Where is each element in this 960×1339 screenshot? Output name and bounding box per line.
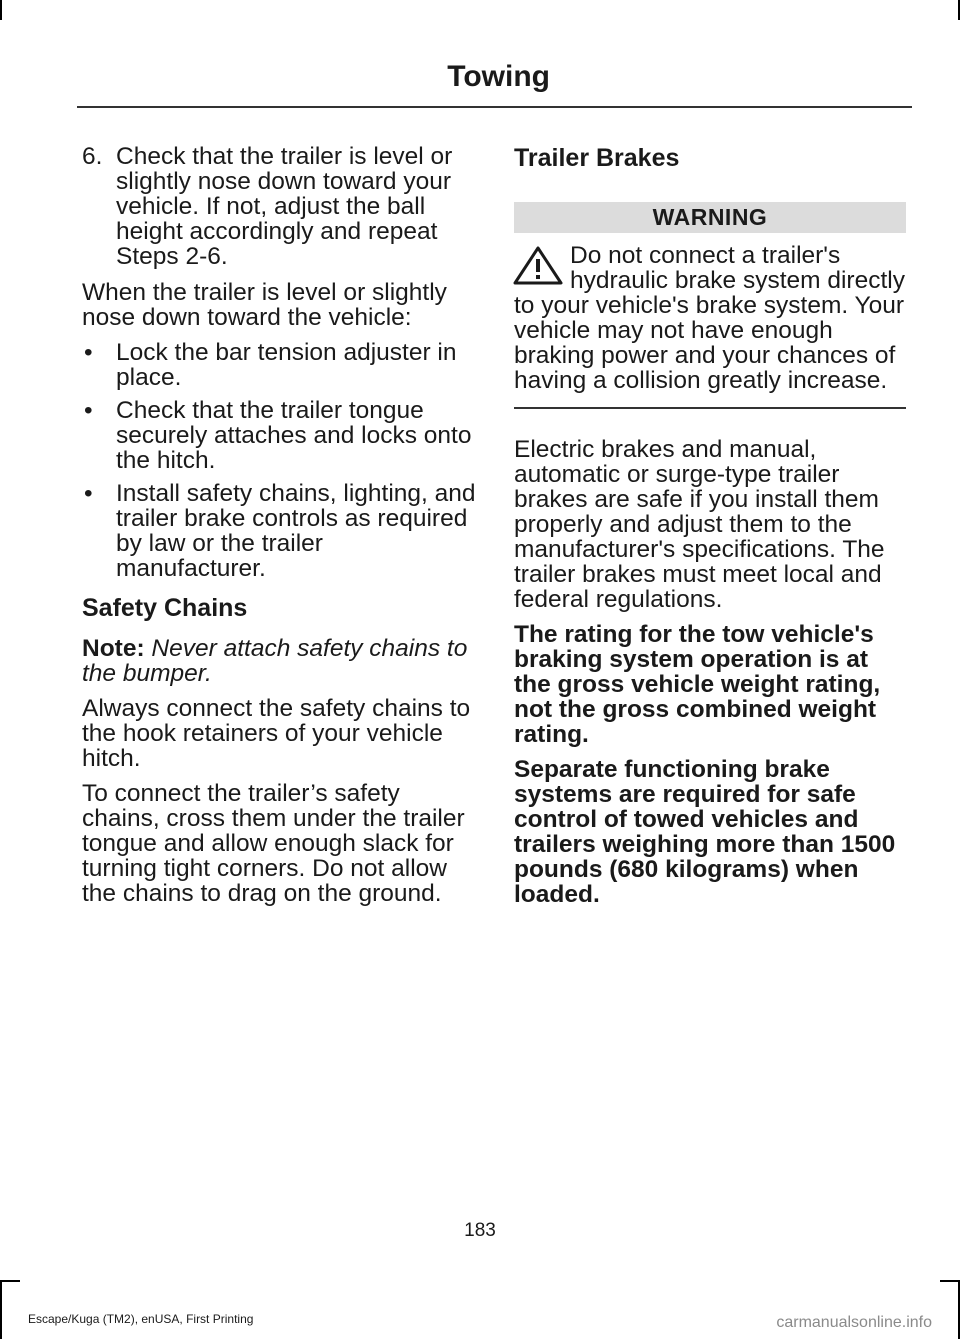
- crop-mark-bottom-right: [940, 1280, 960, 1339]
- header-divider: [77, 106, 912, 108]
- right-column: [514, 144, 906, 917]
- safety-chains-heading: Safety Chains: [82, 594, 248, 622]
- note: [82, 636, 478, 686]
- bullet-icon: •: [84, 480, 93, 507]
- paragraph-cross-chains: To connect the trailer’s safety chains, cross them under the trailer tongue and allow enough slack for turning tight corners. Do not allow the chains to drag on the ground.: [82, 780, 465, 907]
- warning-divider: [514, 407, 906, 409]
- bullet-list: [82, 340, 478, 581]
- paragraph-electric-brakes: Electric brakes and manual, automatic or surge-type trailer brakes are safe if you install them properly and adjust them to the manufacturer's specifications. The trailer brakes must meet local and federal regulations.: [514, 436, 885, 613]
- list-item: • Check that the trailer tongue securely attaches and locks onto the hitch.: [84, 397, 472, 474]
- crop-mark-bottom-left: [0, 1280, 20, 1339]
- trailer-brakes-heading: Trailer Brakes: [514, 144, 680, 172]
- step-text: Check that the trailer is level or slightly nose down toward your vehicle. If not, adjust the ball height accordingly and repeat Steps 2-6.: [116, 143, 453, 270]
- paragraph-brake-rating: The rating for the tow vehicle's braking system operation is at the gross vehicle weight rating, not the gross combined weight rating.: [514, 621, 881, 748]
- section-title: Towing: [447, 60, 550, 93]
- level-intro: When the trailer is level or slightly nose down toward the vehicle:: [82, 279, 447, 331]
- step-number: 6.: [82, 143, 103, 170]
- warning-banner: WARNING: [514, 202, 906, 233]
- step-6: [82, 144, 478, 269]
- left-column: [82, 144, 478, 916]
- page-number: 183: [464, 1220, 496, 1241]
- warning-box: [514, 243, 906, 393]
- crop-mark-top-left: [0, 0, 2, 20]
- watermark: carmanualsonline.info: [776, 1314, 932, 1331]
- paragraph-connect-chains: Always connect the safety chains to the hook retainers of your vehicle hitch.: [82, 695, 471, 772]
- note-text: Never attach safety chains to the bumper.: [82, 635, 468, 687]
- note-label: Note:: [82, 635, 145, 662]
- warning-text: Do not connect a trailer's hydraulic brake system directly to your vehicle's brake system. Your vehicle may not have enough braking power and your chances of having a collision greatly increase.: [514, 242, 905, 394]
- list-item: • Install safety chains, lighting, and trailer brake controls as required by law or the trailer manufacturer.: [84, 480, 476, 582]
- bullet-icon: •: [84, 339, 93, 366]
- list-item: • Lock the bar tension adjuster in place.: [84, 339, 457, 391]
- warning-triangle-icon: [512, 245, 564, 287]
- edition-footer: Escape/Kuga (TM2), enUSA, First Printing: [28, 1312, 254, 1326]
- bullet-icon: •: [84, 397, 93, 424]
- paragraph-separate-brakes: Separate functioning brake systems are required for safe control of towed vehicles and trailers weighing more than 1500 pounds (680 kilograms) when loaded.: [514, 756, 896, 908]
